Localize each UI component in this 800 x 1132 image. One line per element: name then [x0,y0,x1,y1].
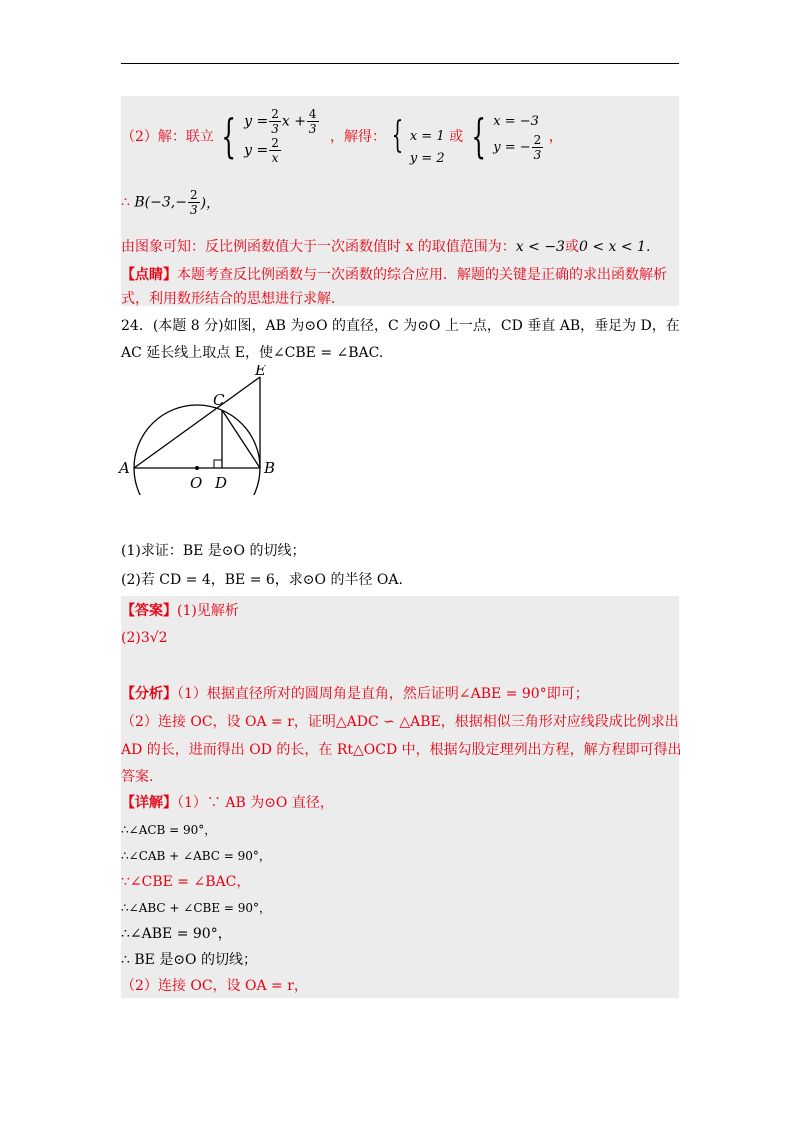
detail-line3: ∴∠CAB + ∠ABC = 90°， [121,849,271,863]
solve-label: ，解得： [330,129,387,145]
q24-line1: 24．(本题 8 分)如图，AB 为⊙O 的直径，C 为⊙O 上一点，CD 垂直 AB，垂足为 D，在 [121,318,680,334]
label-O: O [190,474,203,492]
label-C: C [213,391,225,409]
solution-2: x = −3 y = − $\frac{2}{3}$ [493,113,542,162]
sol2-label: （2）解：联立 [121,129,214,145]
label-A: A [119,459,130,477]
system-brace: { [221,109,237,163]
q24-line2: AC 延长线上取点 E，使∠CBE = ∠BAC. [121,345,384,361]
solution-1: x = 1 y = 2 [409,129,445,166]
detail-line8: （2）连接 OC，设 OA = r， [121,978,308,994]
detail-line4: ∵∠CBE = ∠BAC， [121,874,251,890]
detail-line2: ∴∠ACB = 90°， [121,823,217,837]
right-angle-mark [214,460,222,468]
answer-line2: (2)3√2 [121,630,168,646]
detail-line5: ∴∠ABC + ∠CBE = 90°， [121,901,272,915]
solution1-brace: { [392,115,404,156]
solution2-brace: { [470,109,486,163]
linear-system: y = $\frac{2}{3}$ x + $\frac{4}{3}$ y = $\frac{2}{x}$ [244,107,317,165]
therefore-B-line: ∴ B(−3,− $\frac{2}{3}$ )， [121,188,221,217]
dianjing-line1: 【点睛】本题考查反比例函数与一次函数的综合应用．解题的关键是正确的求出函数解析 [121,267,667,283]
dianjing-line2: 式，利用数形结合的思想进行求解． [121,291,345,307]
answer-line1: 【答案】(1)见解析 [121,603,239,619]
detail-line1: 【详解】（1）∵ AB 为⊙O 直径， [121,795,334,811]
segment-CB [222,410,260,468]
analysis-line2: （2）连接 OC，设 OA = r，证明△ADC ∽ △ABE，根据相似三角形对应线段成比例求出 [121,714,679,730]
graph-range-line: 由图象可知：反比例函数值大于一次函数值时 x 的取值范围为：x < −3或0 < x < 1. [121,239,651,255]
detail-line7: ∴ BE 是⊙O 的切线； [121,952,257,968]
label-E: E [255,365,266,379]
geometry-figure [117,365,287,495]
analysis-line4: 答案. [121,769,154,785]
detail-line6: ∴∠ABE = 90°， [121,926,232,942]
center-point-O [195,466,199,470]
analysis-line1: 【分析】（1）根据直径所对的圆周角是直角，然后证明∠ABE = 90°即可； [121,686,589,702]
label-D: D [215,474,228,492]
sol2-line: （2）解：联立 { y = $\frac{2}{3}$ x + $\frac{4}{3}$ y = $\frac{2}{x}$ ，解得： { x = 1 y = 2 或 { x = −3 y = − $\frac{2}{3}$ ， [121,102,563,170]
header-rule [121,63,679,64]
label-B: B [264,459,276,477]
q24-sub2: (2)若 CD = 4，BE = 6，求⊙O 的半径 OA. [121,572,403,588]
or-word: 或 [449,129,464,145]
q24-sub1: (1)求证：BE 是⊙O 的切线； [121,543,306,559]
analysis-line3: AD 的长，进而得出 OD 的长，在 Rt△OCD 中，根据勾股定理列出方程，解方程即可得出 [121,742,682,758]
